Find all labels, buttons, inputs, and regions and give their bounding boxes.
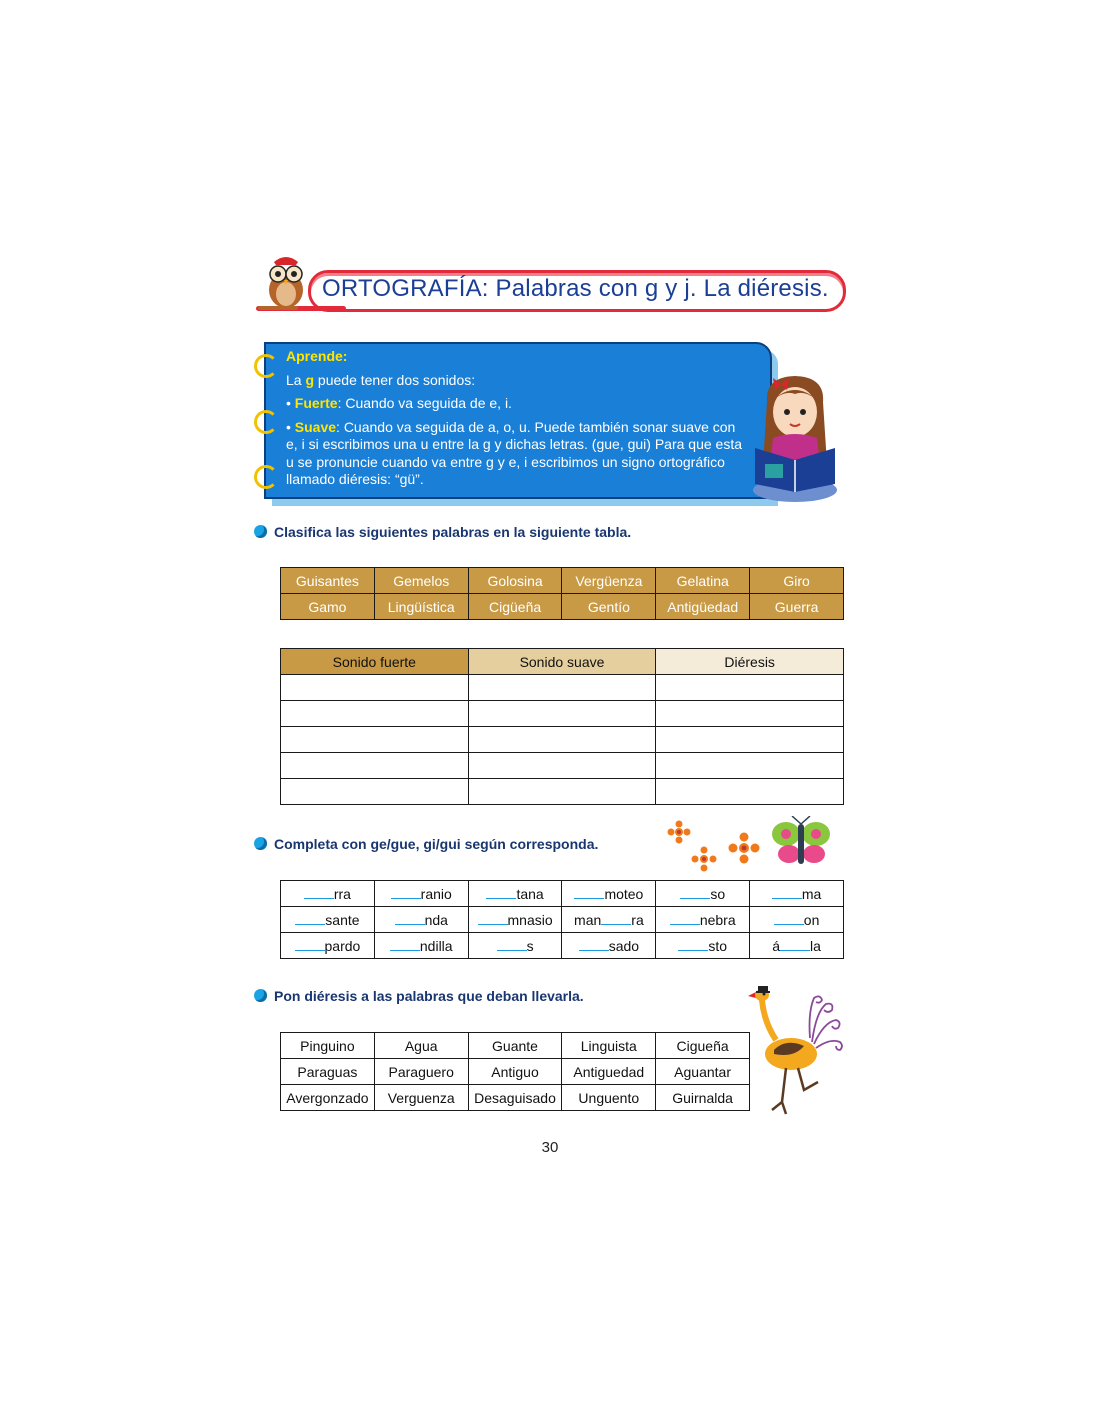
- owl-mascot-illustration: [256, 250, 318, 312]
- blank-line[interactable]: [497, 938, 527, 951]
- blank-line[interactable]: [670, 912, 700, 925]
- answer-cell[interactable]: [656, 779, 844, 805]
- fill-blank-cell[interactable]: mnasio: [468, 907, 562, 933]
- blank-line[interactable]: [391, 886, 421, 899]
- fill-blank-cell[interactable]: ranio: [374, 881, 468, 907]
- blank-line[interactable]: [780, 938, 810, 951]
- fill-blank-cell[interactable]: man ra: [562, 907, 656, 933]
- word-bank-table: [280, 567, 844, 620]
- blank-line[interactable]: [579, 938, 609, 951]
- word-cell: Antigüedad: [656, 594, 750, 620]
- fill-blank-cell[interactable]: sante: [281, 907, 375, 933]
- complete-words-table: [280, 880, 844, 959]
- answer-cell[interactable]: [281, 779, 469, 805]
- table-row: [281, 1033, 750, 1059]
- word-cell[interactable]: Guante: [468, 1033, 562, 1059]
- dieresis-words-table: [280, 1032, 750, 1111]
- table-row: [281, 594, 844, 620]
- blank-line[interactable]: [486, 886, 516, 899]
- word-cell: Cigüeña: [468, 594, 562, 620]
- table-row: [281, 753, 844, 779]
- word-cell[interactable]: Antiguedad: [562, 1059, 656, 1085]
- word-cell[interactable]: Agua: [374, 1033, 468, 1059]
- word-cell[interactable]: Verguenza: [374, 1085, 468, 1111]
- fill-blank-cell[interactable]: sado: [562, 933, 656, 959]
- fill-blank-cell[interactable]: ma: [750, 881, 844, 907]
- word-cell[interactable]: Paraguas: [281, 1059, 375, 1085]
- table-row: [281, 907, 844, 933]
- binder-ring-icon: [254, 354, 278, 378]
- table-row: [281, 779, 844, 805]
- instruction-complete: Completa con ge/gue, gi/gui según corresponda.: [274, 836, 599, 852]
- answer-cell[interactable]: [468, 727, 656, 753]
- word-cell[interactable]: Cigueña: [656, 1033, 750, 1059]
- word-cell[interactable]: Antiguo: [468, 1059, 562, 1085]
- classification-table: [280, 648, 844, 805]
- fill-blank-cell[interactable]: on: [750, 907, 844, 933]
- word-cell[interactable]: Paraguero: [374, 1059, 468, 1085]
- learn-content: [286, 348, 746, 495]
- girl-reading-illustration: [745, 372, 845, 504]
- instruction-dieresis: Pon diéresis a las palabras que deban llevarla.: [274, 988, 584, 1004]
- learn-intro: La g puede tener dos sonidos:: [286, 371, 476, 388]
- word-cell: Gamo: [281, 594, 375, 620]
- word-cell[interactable]: Aguantar: [656, 1059, 750, 1085]
- blank-line[interactable]: [772, 886, 802, 899]
- fill-blank-cell[interactable]: sto: [656, 933, 750, 959]
- learn-heading: Aprende:: [286, 348, 348, 364]
- answer-cell[interactable]: [656, 701, 844, 727]
- word-cell: Guerra: [750, 594, 844, 620]
- table-header-row: [281, 649, 844, 675]
- word-cell[interactable]: Unguento: [562, 1085, 656, 1111]
- fill-blank-cell[interactable]: moteo: [562, 881, 656, 907]
- word-cell: Golosina: [468, 568, 562, 594]
- word-cell[interactable]: Linguista: [562, 1033, 656, 1059]
- table-row: [281, 701, 844, 727]
- binder-ring-icon: [254, 410, 278, 434]
- blank-line[interactable]: [774, 912, 804, 925]
- fill-blank-cell[interactable]: tana: [468, 881, 562, 907]
- column-header-sonido-suave: Sonido suave: [468, 649, 656, 675]
- column-header-dieresis: Diéresis: [656, 649, 844, 675]
- word-cell: Gentío: [562, 594, 656, 620]
- blank-line[interactable]: [390, 938, 420, 951]
- word-cell: Gelatina: [656, 568, 750, 594]
- table-row: [281, 675, 844, 701]
- blank-line[interactable]: [574, 886, 604, 899]
- word-cell: Lingüística: [374, 594, 468, 620]
- answer-cell[interactable]: [468, 675, 656, 701]
- binder-ring-icon: [254, 465, 278, 489]
- word-cell: Guisantes: [281, 568, 375, 594]
- section-bullet-icon: [254, 989, 267, 1002]
- fill-blank-cell[interactable]: so: [656, 881, 750, 907]
- blank-line[interactable]: [295, 938, 325, 951]
- word-cell: Vergüenza: [562, 568, 656, 594]
- learn-fuerte: • Fuerte: Cuando va seguida de e, i.: [286, 395, 512, 411]
- section-bullet-icon: [254, 837, 267, 850]
- fill-blank-cell[interactable]: s: [468, 933, 562, 959]
- bird-illustration: [746, 982, 846, 1122]
- word-cell[interactable]: Avergonzado: [281, 1085, 375, 1111]
- page-title: ORTOGRAFÍA: Palabras con g y j. La diéresis.: [322, 275, 829, 302]
- table-row: [281, 933, 844, 959]
- fill-blank-cell[interactable]: nebra: [656, 907, 750, 933]
- fill-blank-cell[interactable]: rra: [281, 881, 375, 907]
- answer-cell[interactable]: [281, 701, 469, 727]
- answer-cell[interactable]: [656, 675, 844, 701]
- column-header-sonido-fuerte: Sonido fuerte: [281, 649, 469, 675]
- instruction-classify: Clasifica las siguientes palabras en la siguiente tabla.: [274, 524, 632, 540]
- fill-blank-cell[interactable]: ndilla: [374, 933, 468, 959]
- table-row: [281, 727, 844, 753]
- word-cell[interactable]: Guirnalda: [656, 1085, 750, 1111]
- table-row: [281, 1085, 750, 1111]
- answer-cell[interactable]: [281, 753, 469, 779]
- fill-blank-cell[interactable]: nda: [374, 907, 468, 933]
- blank-line[interactable]: [304, 886, 334, 899]
- flowers-butterfly-illustration: [664, 816, 840, 872]
- learn-suave: • Suave: Cuando va seguida de a, o, u. Puede también sonar suave con e, i si escribimos una u entre la g y dichas letras. (gue, gui) Para que esta u se pronuncie cuando va entre g y e, i escribimos un signo ortográfico llamado diéresis: “gü”.: [286, 418, 743, 487]
- word-cell: Giro: [750, 568, 844, 594]
- answer-cell[interactable]: [281, 675, 469, 701]
- word-cell[interactable]: Pinguino: [281, 1033, 375, 1059]
- blank-line[interactable]: [680, 886, 710, 899]
- answer-cell[interactable]: [468, 701, 656, 727]
- blank-line[interactable]: [295, 912, 325, 925]
- blank-line[interactable]: [678, 938, 708, 951]
- word-cell: Gemelos: [374, 568, 468, 594]
- fill-blank-cell[interactable]: pardo: [281, 933, 375, 959]
- fill-blank-cell[interactable]: á la: [750, 933, 844, 959]
- blank-line[interactable]: [395, 912, 425, 925]
- blank-line[interactable]: [601, 912, 631, 925]
- answer-cell[interactable]: [656, 753, 844, 779]
- answer-cell[interactable]: [656, 727, 844, 753]
- table-row: [281, 568, 844, 594]
- table-row: [281, 1059, 750, 1085]
- answer-cell[interactable]: [468, 779, 656, 805]
- word-cell[interactable]: Desaguisado: [468, 1085, 562, 1111]
- answer-cell[interactable]: [468, 753, 656, 779]
- page-number: 30: [541, 1139, 559, 1156]
- table-row: [281, 881, 844, 907]
- answer-cell[interactable]: [281, 727, 469, 753]
- section-bullet-icon: [254, 525, 267, 538]
- blank-line[interactable]: [478, 912, 508, 925]
